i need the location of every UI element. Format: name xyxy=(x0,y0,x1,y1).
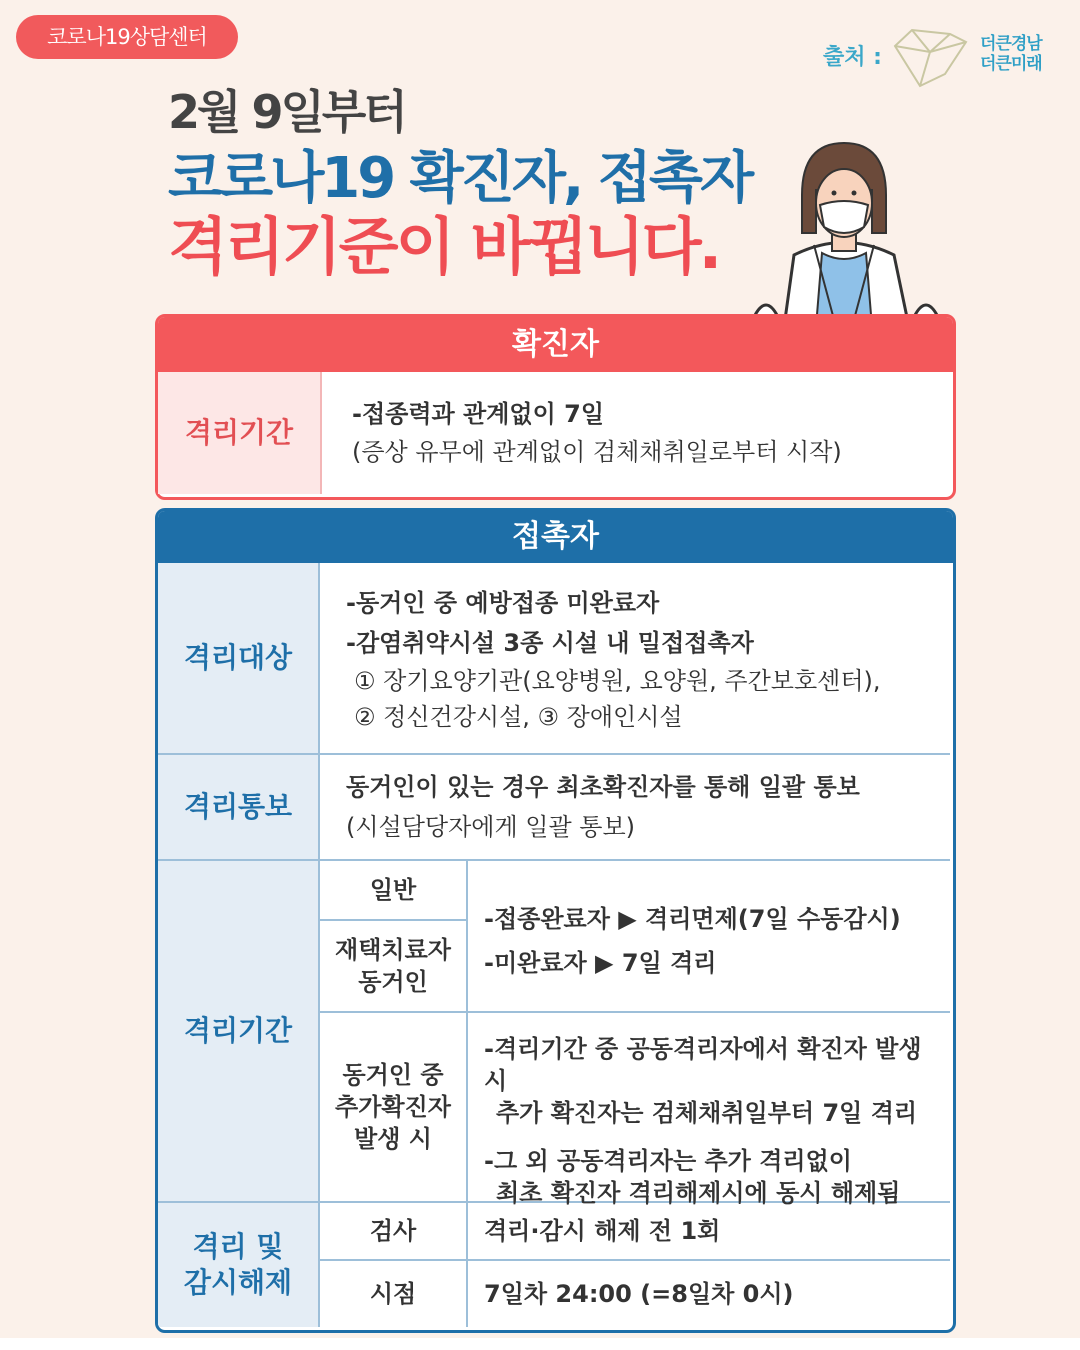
contact-period-text: -접종완료자 ▶ 격리면제(7일 수동감시) -미완료자 ▶ 7일 격리 xyxy=(468,861,950,1013)
notice-label: 격리통보 xyxy=(158,755,320,861)
notice-text: 동거인이 있는 경우 최초확진자를 통해 일괄 통보 (시설담당자에게 일괄 통보) xyxy=(320,755,950,861)
target-text: -동거인 중 예방접종 미완료자 -감염취약시설 3종 시설 내 밀접접촉자 ① 장기요양기관(요양병원, 요양원, 주간보호센터), ② 정신건강시설, ③ 장애인시설 xyxy=(320,563,950,755)
footer-strip xyxy=(0,1338,1080,1350)
general-sub-label: 일반 xyxy=(320,861,468,921)
confirmed-case-card xyxy=(155,314,956,500)
source-label: 출처 : xyxy=(823,45,882,70)
contacts-header: 접촉자 xyxy=(158,511,953,563)
title-subject: 코로나19 확진자, 접촉자 xyxy=(168,146,752,211)
logo-text: 더큰경남 더큰미래 xyxy=(980,34,1042,74)
contacts-card xyxy=(155,508,956,1333)
title-headline: 격리기준이 바뀝니다. xyxy=(168,210,720,283)
title-date: 2월 9일부터 xyxy=(168,85,405,139)
release-label: 격리 및 감시해제 xyxy=(158,1203,320,1327)
home-care-sub-label: 재택치료자 동거인 xyxy=(320,921,468,1013)
additional-case-text: -격리기간 중 공동격리자에서 확진자 발생 시 추가 확진자는 검체채취일부터 7일 격리 -그 외 공동격리자는 추가 격리없이 최초 확진자 격리해제시에 동시 해제됨 xyxy=(468,1013,950,1203)
confirmed-period-text: -접종력과 관계없이 7일 (증상 유무에 관계없이 검체채취일로부터 시작) xyxy=(352,400,842,466)
confirmed-period-label: 격리기간 xyxy=(158,372,322,494)
test-sub-label: 검사 xyxy=(320,1203,468,1261)
timing-sub-label: 시점 xyxy=(320,1261,468,1327)
test-text: 격리·감시 해제 전 1회 xyxy=(468,1203,950,1261)
timing-text: 7일차 24:00 (=8일차 0시) xyxy=(484,1280,794,1308)
gyeongnam-logo-icon xyxy=(890,24,970,90)
counsel-center-badge: 코로나19상담센터 xyxy=(16,15,238,59)
confirmed-header: 확진자 xyxy=(158,317,953,372)
doctor-illustration xyxy=(744,135,949,327)
target-label: 격리대상 xyxy=(158,563,320,755)
contact-period-label: 격리기간 xyxy=(158,861,320,1203)
additional-case-sub-label: 동거인 중 추가확진자 발생 시 xyxy=(320,1013,468,1203)
